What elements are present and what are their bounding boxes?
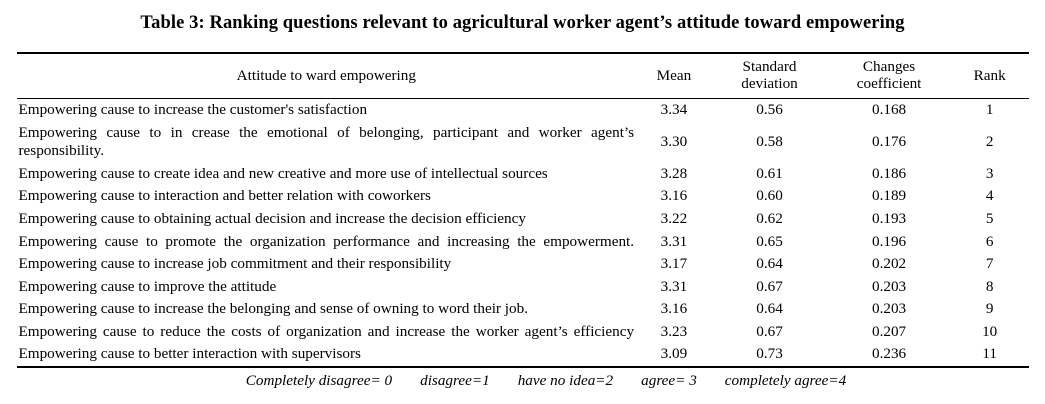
row-standard-deviation: 0.65 — [756, 232, 783, 250]
table-header — [17, 53, 1029, 99]
column-header-standard-deviation — [712, 53, 828, 99]
table-header-row — [17, 53, 1029, 99]
table-row — [17, 163, 1029, 186]
row-rank: 1 — [985, 101, 994, 119]
row-statement: Empowering cause to improve the attitude — [18, 277, 277, 295]
row-statement: Empowering cause to in crease the emotional of belonging, participant and worker agent’s responsibility. — [18, 123, 635, 160]
table-body — [17, 99, 1029, 367]
row-mean: 3.31 — [660, 232, 688, 250]
column-header-statement: Attitude to ward empowering — [17, 53, 637, 99]
footnote-scale-1: disagree=1 — [420, 371, 490, 389]
table-row — [17, 185, 1029, 208]
row-changes-coefficient: 0.168 — [871, 101, 907, 119]
row-standard-deviation: 0.56 — [756, 101, 783, 119]
row-changes-coefficient: 0.176 — [871, 133, 907, 151]
row-changes-coefficient: 0.203 — [871, 300, 907, 318]
row-rank: 5 — [985, 209, 994, 227]
table-row — [17, 253, 1029, 276]
row-statement: Empowering cause to increase the customer's satisfaction — [18, 101, 368, 119]
row-changes-coefficient: 0.193 — [871, 209, 907, 227]
row-rank: 8 — [985, 277, 994, 295]
row-standard-deviation: 0.61 — [756, 164, 783, 182]
row-mean: 3.16 — [660, 300, 688, 318]
row-mean: 3.31 — [660, 277, 688, 295]
row-mean: 3.30 — [660, 133, 688, 151]
row-rank: 4 — [985, 187, 994, 205]
row-standard-deviation: 0.62 — [756, 209, 783, 227]
table-row — [17, 99, 1029, 122]
footnote-scale-4: completely agree=4 — [724, 371, 847, 389]
row-changes-coefficient: 0.203 — [871, 277, 907, 295]
table-row — [17, 208, 1029, 231]
row-statement: Empowering cause to increase job commitment and their responsibility — [18, 255, 452, 273]
table-row — [17, 298, 1029, 321]
row-statement: Empowering cause to create idea and new creative and more use of intellectual sources — [18, 164, 548, 182]
row-mean: 3.23 — [660, 322, 688, 340]
row-statement: Empowering cause to increase the belonging and sense of owning to word their job. — [18, 300, 528, 318]
row-rank: 10 — [982, 322, 998, 340]
row-changes-coefficient: 0.186 — [871, 164, 907, 182]
row-rank: 3 — [985, 164, 994, 182]
table-row — [17, 343, 1029, 367]
column-header-rank: Rank — [951, 53, 1029, 99]
row-rank: 6 — [985, 232, 994, 250]
column-header-cc-line2: coefficient — [856, 75, 922, 93]
table-row — [17, 276, 1029, 299]
table-row — [17, 231, 1029, 254]
row-mean: 3.34 — [660, 101, 688, 119]
row-rank: 9 — [985, 300, 994, 318]
row-standard-deviation: 0.67 — [756, 322, 783, 340]
footnote-scale-2: have no idea=2 — [517, 371, 614, 389]
row-changes-coefficient: 0.207 — [871, 322, 907, 340]
table-title: Table 3: Ranking questions relevant to agricultural worker agent’s attitude toward empowering — [140, 13, 905, 33]
row-standard-deviation: 0.64 — [756, 255, 783, 273]
row-mean: 3.16 — [660, 187, 688, 205]
row-mean: 3.17 — [660, 255, 688, 273]
row-rank: 2 — [985, 133, 994, 151]
column-header-sd-line1: Standard — [742, 58, 797, 76]
row-changes-coefficient: 0.196 — [871, 232, 907, 250]
row-changes-coefficient: 0.202 — [871, 255, 907, 273]
ranking-table — [17, 52, 1029, 368]
column-header-changes-coefficient — [827, 53, 951, 99]
row-rank: 7 — [985, 255, 994, 273]
footnote-scale-0: Completely disagree= 0 — [245, 371, 393, 389]
footnote-scale-3: agree= 3 — [641, 371, 697, 389]
table-footnote — [0, 372, 1045, 390]
column-header-cc-line1: Changes — [862, 58, 916, 76]
table-row — [17, 321, 1029, 344]
row-standard-deviation: 0.67 — [756, 277, 783, 295]
row-statement: Empowering cause to better interaction with supervisors — [18, 345, 361, 363]
row-rank: 11 — [982, 345, 997, 363]
row-mean: 3.09 — [660, 345, 688, 363]
row-standard-deviation: 0.73 — [756, 345, 783, 363]
row-standard-deviation: 0.60 — [756, 187, 783, 205]
row-mean: 3.28 — [660, 164, 688, 182]
column-header-mean: Mean — [636, 53, 712, 99]
row-changes-coefficient: 0.189 — [871, 187, 907, 205]
row-statement: Empowering cause to obtaining actual decision and increase the decision efficiency — [18, 209, 526, 227]
row-statement: Empowering cause to promote the organization performance and increasing the empowerment. — [18, 232, 635, 250]
row-standard-deviation: 0.64 — [756, 300, 783, 318]
row-statement: Empowering cause to interaction and better relation with coworkers — [18, 187, 431, 205]
row-statement: Empowering cause to reduce the costs of organization and increase the worker agent’s efficiency — [18, 322, 635, 340]
column-header-sd-line2: deviation — [741, 75, 798, 93]
table-row — [17, 122, 1029, 163]
row-changes-coefficient: 0.236 — [871, 345, 907, 363]
row-mean: 3.22 — [660, 209, 688, 227]
row-standard-deviation: 0.58 — [756, 133, 783, 151]
